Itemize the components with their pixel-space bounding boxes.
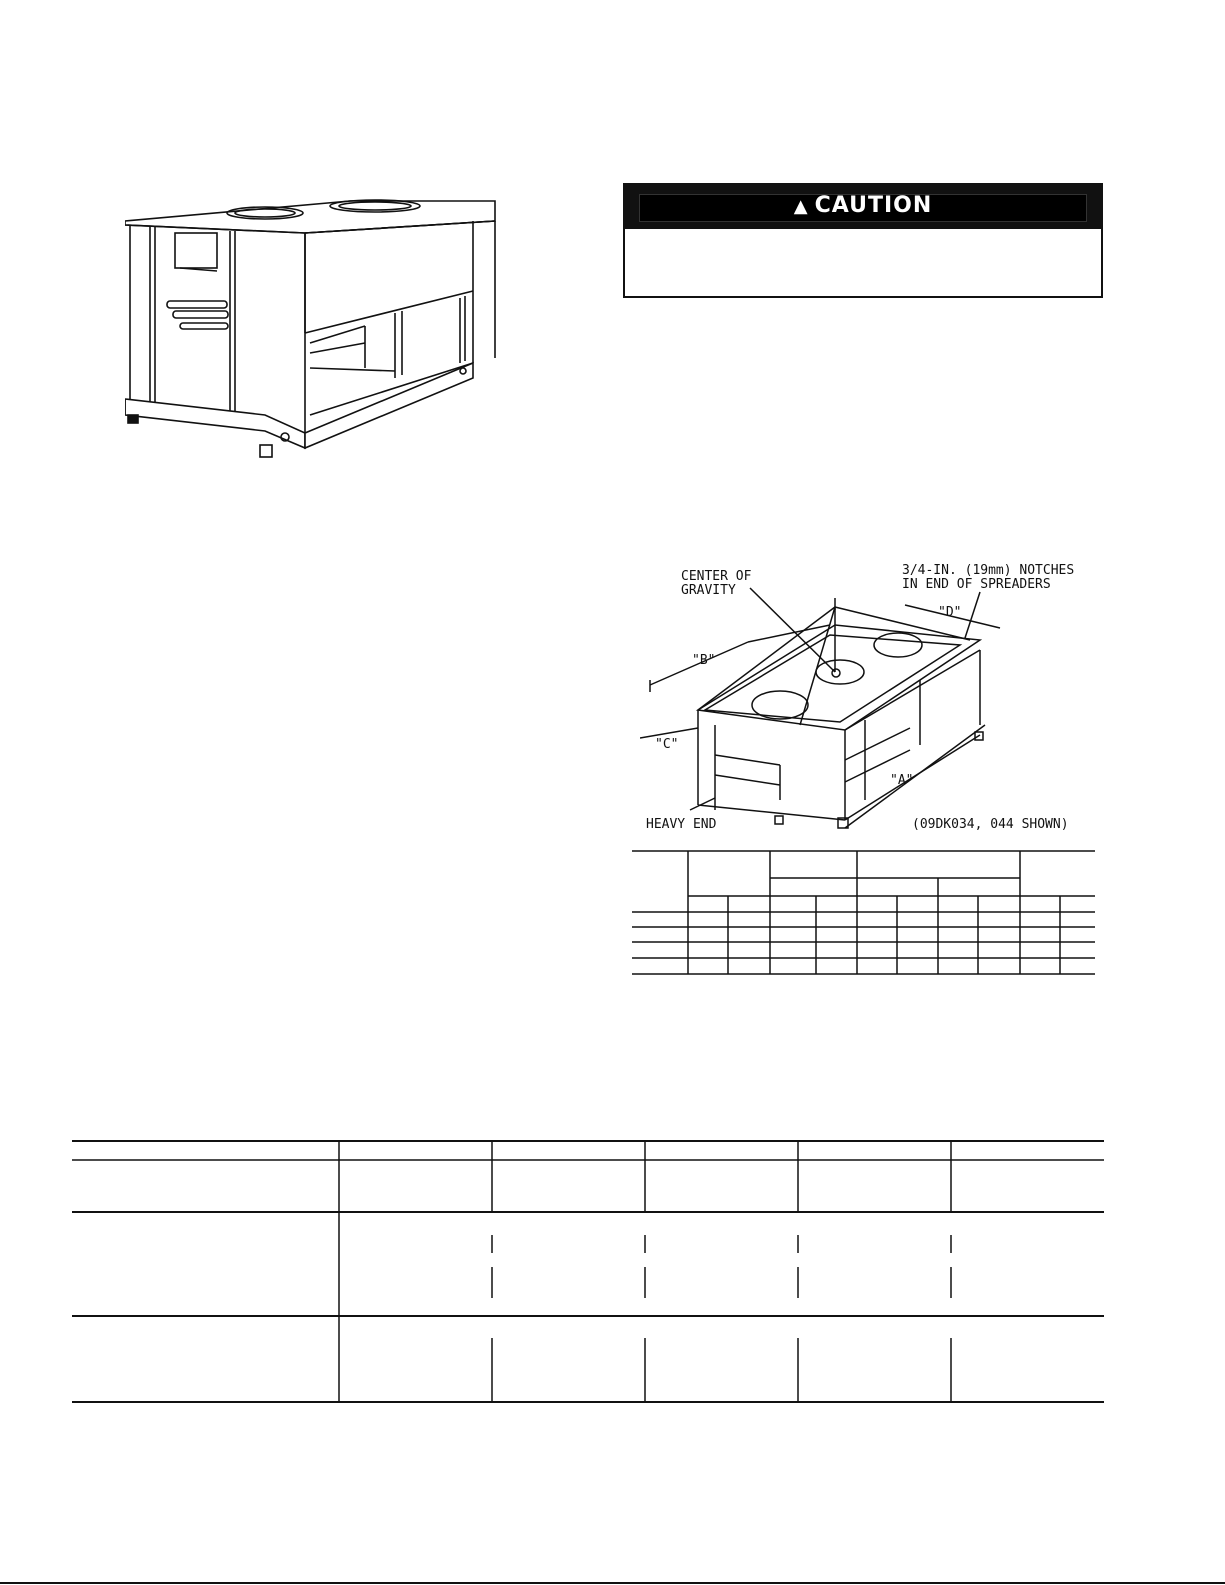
rigging-table — [632, 850, 1095, 976]
unit-illustration — [125, 193, 510, 468]
spec-table — [72, 1140, 1104, 1405]
dimension-b-label: "B" — [692, 653, 716, 668]
page-bottom-rule — [0, 1582, 1225, 1584]
model-note: (09DK034, 044 SHOWN) — [912, 817, 1069, 832]
notch-label: 3/4-IN. (19mm) NOTCHES IN END OF SPREADERS — [902, 563, 1075, 592]
warning-triangle-icon: ▲ — [793, 196, 809, 217]
heavy-end-label: HEAVY END — [646, 817, 717, 832]
caution-box — [623, 183, 1103, 298]
caution-title: ▲ CAUTION — [793, 193, 933, 218]
dimension-d-label: "D" — [938, 605, 962, 620]
dimension-a-label: "A" — [890, 773, 914, 788]
dimension-c-label: "C" — [655, 737, 679, 752]
rigging-figure — [640, 560, 1110, 850]
caution-header — [625, 185, 1101, 229]
center-of-gravity-label: CENTER OF GRAVITY — [681, 569, 752, 598]
